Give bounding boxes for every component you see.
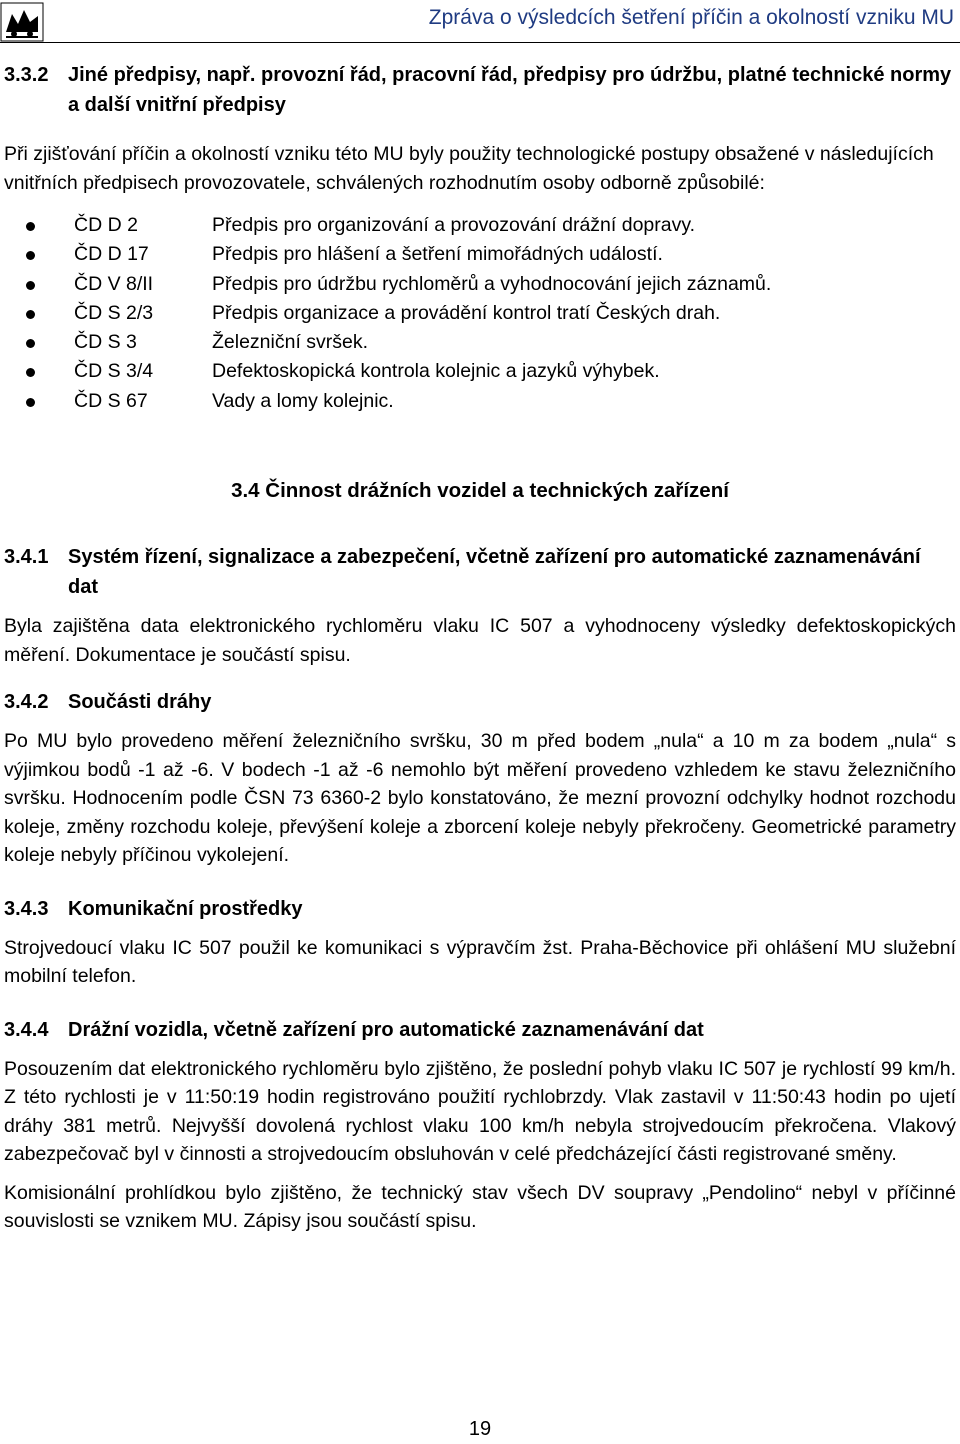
heading-text: Součásti dráhy <box>68 691 212 714</box>
bullet-icon <box>26 222 35 231</box>
regulations-list <box>4 211 956 416</box>
header-divider <box>0 42 960 43</box>
regulation-description: Vady a lomy kolejnic. <box>212 389 394 412</box>
heading-3-4-4 <box>4 1015 956 1045</box>
paragraph: Komisionální prohlídkou bylo zjištěno, že technický stav všech DV soupravy „Pendolino“ nebyl v příčinné souvislosti se vznikem MU. Zápisy jsou součástí spisu. <box>4 1181 956 1233</box>
list-item <box>4 211 956 240</box>
railway-inspection-logo-icon <box>0 2 44 42</box>
list-item <box>4 387 956 416</box>
list-item <box>4 240 956 269</box>
heading-3-4-3 <box>4 894 956 924</box>
regulation-code: ČD S 67 <box>74 389 148 412</box>
heading-number: 3.4.1 <box>4 546 49 569</box>
page-number: 19 <box>468 1418 492 1440</box>
list-item <box>4 299 956 328</box>
heading-number: 3.3.2 <box>4 64 49 86</box>
bullet-icon <box>26 310 35 319</box>
regulation-description: Železniční svršek. <box>212 331 369 354</box>
regulation-description: Předpis organizace a provádění kontrol tratí Českých drah. <box>212 301 721 324</box>
bullet-icon <box>26 251 35 260</box>
regulation-description: Defektoskopická kontrola kolejnic a jazyků výhybek. <box>212 360 660 383</box>
regulation-description: Předpis pro údržbu rychloměrů a vyhodnocování jejich záznamů. <box>212 272 772 295</box>
regulation-code: ČD S 3 <box>74 331 137 354</box>
heading-text: Jiné předpisy, např. provozní řád, pracovní řád, předpisy pro údržbu, platné technické normy a další vnitřní předpisy <box>68 64 952 116</box>
regulation-code: ČD D 17 <box>74 243 149 266</box>
heading-number: 3.4.4 <box>4 1018 49 1041</box>
regulation-code: ČD D 2 <box>74 214 138 236</box>
regulation-description: Předpis pro organizování a provozování drážní dopravy. <box>212 214 696 236</box>
heading-text: Systém řízení, signalizace a zabezpečení, včetně zařízení pro automatické zaznamenávání dat <box>68 546 921 599</box>
document-body <box>4 60 956 1236</box>
list-item <box>4 328 956 357</box>
bullet-icon <box>26 339 35 348</box>
page-header <box>0 0 960 48</box>
list-item <box>4 270 956 299</box>
regulation-code: ČD S 3/4 <box>74 360 154 383</box>
regulation-code: ČD V 8/II <box>74 272 154 295</box>
report-title: Zpráva o výsledcích šetření příčin a okolností vzniku MU <box>428 6 954 29</box>
paragraph: Byla zajištěna data elektronického rychloměru vlaku IC 507 a vyhodnoceny výsledky defektoskopických měření. Dokumentace je součástí spisu. <box>4 615 956 666</box>
section-title-3-4: 3.4 Činnost drážních vozidel a technických zařízení <box>231 479 729 503</box>
bullet-icon <box>26 281 35 290</box>
paragraph: Posouzením dat elektronického rychloměru bylo zjištěno, že poslední pohyb vlaku IC 507 je rychlostí 99 km/h. Z této rychlosti je v 11:50:19 hodin registrováno použití rychlobrzdy. Vlak zastavil v 11:50:43 hodin po ujetí dráhy 381 metrů. Nejvyšší dovolená rychlost vlaku 100 km/h nebyla strojvedoucím překročena. Vlakový zabezpečovač byl v činnosti a strojvedoucím obsluhován v celé předcházející části registrované směny. <box>4 1057 956 1166</box>
heading-text: Drážní vozidla, včetně zařízení pro automatické zaznamenávání dat <box>68 1018 704 1041</box>
bullet-icon <box>26 398 35 407</box>
heading-3-4-1 <box>4 542 956 602</box>
heading-number: 3.4.3 <box>4 897 49 920</box>
heading-3-3-2 <box>4 60 956 120</box>
heading-text: Komunikační prostředky <box>68 897 303 920</box>
paragraph: Strojvedoucí vlaku IC 507 použil ke komunikaci s výpravčím žst. Praha-Běchovice při ohlášení MU služební mobilní telefon. <box>4 936 956 988</box>
regulation-code: ČD S 2/3 <box>74 301 154 324</box>
heading-3-4-2 <box>4 687 956 717</box>
paragraph: Po MU bylo provedeno měření železničního svršku, 30 m před bodem „nula“ a 10 m za bodem „nula“ s výjimkou bodů -1 až -6. V bodech -1 až -6 nemohlo být měření provedeno vzhledem ke stavu železničního svršku. Hodnocením podle ČSN 73 6360-2 bylo konstatováno, že mezní provozní odchylky hodnot rozchodu koleje, změny rozchodu koleje, převýšení koleje a zborcení koleje nebyly překročeny. Geometrické parametry koleje nebyly příčinou vykolejení. <box>4 730 956 867</box>
heading-number: 3.4.2 <box>4 691 49 714</box>
regulations-intro: Při zjišťování příčin a okolností vzniku této MU byly použity technologické postupy obsažené v následujících vnitřních předpisech provozovatele, schválených rozhodnutím osoby odborně způsobilé: <box>4 143 934 194</box>
bullet-icon <box>26 368 35 377</box>
list-item <box>4 357 956 386</box>
regulation-description: Předpis pro hlášení a šetření mimořádných událostí. <box>212 243 663 266</box>
